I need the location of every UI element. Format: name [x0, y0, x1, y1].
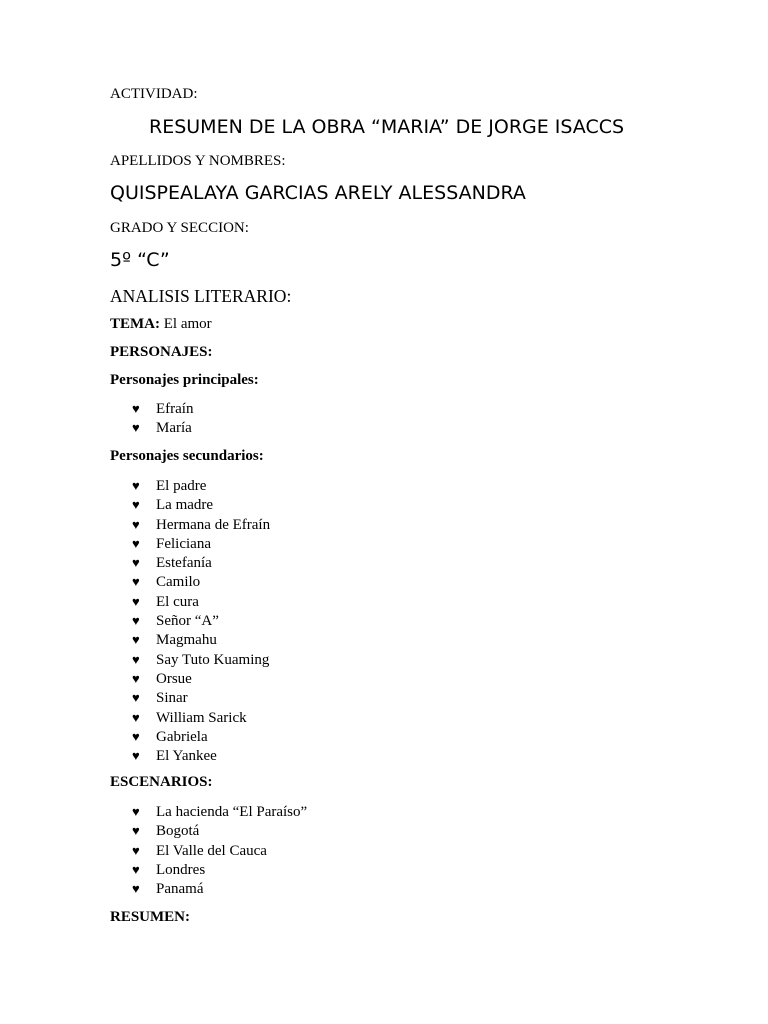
list-item — [132, 534, 270, 553]
list-item — [132, 630, 270, 649]
list-item-text: María — [156, 420, 192, 437]
list-item — [132, 476, 270, 495]
list-item-text: Say Tuto Kuaming — [156, 651, 270, 668]
list-item — [132, 399, 193, 418]
list-item-text: Gabriela — [156, 728, 208, 745]
tema-line — [110, 316, 212, 333]
list-item — [132, 708, 270, 727]
list-item — [132, 860, 307, 879]
grado-value: 5º “C” — [110, 249, 170, 271]
personajes-heading: PERSONAJES: — [110, 344, 213, 360]
heart-icon: ♥ — [132, 478, 140, 493]
heart-icon: ♥ — [132, 842, 140, 858]
heart-icon: ♥ — [132, 497, 140, 513]
list-item-text: Feliciana — [156, 535, 211, 552]
list-item-text: El Valle del Cauca — [156, 842, 267, 859]
heart-icon: ♥ — [132, 690, 140, 706]
resumen-heading: RESUMEN: — [110, 909, 191, 925]
principales-heading: Personajes principales: — [110, 372, 259, 388]
list-item-text: William Sarick — [156, 709, 247, 726]
list-item-text: La hacienda “El Paraíso” — [156, 804, 308, 820]
heart-icon: ♥ — [132, 728, 140, 744]
list-item — [132, 553, 270, 572]
list-item — [132, 821, 307, 840]
list-item — [132, 746, 270, 765]
list-item — [132, 418, 193, 437]
list-item-text: Panamá — [156, 881, 204, 898]
student-name: QUISPEALAYA GARCIAS ARELY ALESSANDRA — [110, 182, 526, 204]
document-title: RESUMEN DE LA OBRA “MARIA” DE JORGE ISACCS — [149, 116, 625, 138]
list-item-text: El Yankee — [156, 748, 217, 765]
list-item-text: Magmahu — [156, 632, 217, 649]
list-item — [132, 592, 270, 611]
list-item — [132, 495, 270, 514]
escenarios-list — [132, 802, 307, 898]
analisis-heading: ANALISIS LITERARIO: — [110, 286, 292, 306]
heart-icon: ♥ — [132, 593, 140, 609]
list-item-text: El cura — [156, 593, 199, 610]
heart-icon: ♥ — [132, 401, 140, 416]
heart-icon: ♥ — [132, 516, 140, 532]
actividad-label: ACTIVIDAD: — [110, 86, 198, 102]
list-item-text: Orsue — [156, 670, 192, 687]
list-item — [132, 611, 270, 630]
list-item — [132, 841, 307, 860]
heart-icon: ♥ — [132, 535, 140, 551]
list-item-text: Señor “A” — [156, 613, 219, 630]
tema-label: TEMA: — [110, 316, 160, 332]
list-item — [132, 572, 270, 591]
list-item-text: Londres — [156, 861, 206, 878]
list-item-text: Estefanía — [156, 555, 212, 572]
list-item — [132, 669, 270, 688]
list-item — [132, 515, 270, 534]
heart-icon: ♥ — [132, 823, 140, 839]
apellidos-label: APELLIDOS Y NOMBRES: — [110, 153, 286, 169]
heart-icon: ♥ — [132, 709, 140, 725]
secundarios-heading: Personajes secundarios: — [110, 448, 264, 464]
heart-icon: ♥ — [132, 748, 140, 764]
list-item-text: El padre — [156, 478, 207, 494]
grado-label: GRADO Y SECCION: — [110, 220, 249, 236]
heart-icon: ♥ — [132, 861, 140, 877]
heart-icon: ♥ — [132, 670, 140, 686]
list-item-text: La madre — [156, 497, 214, 514]
tema-value: El amor — [160, 316, 212, 332]
list-item — [132, 727, 270, 746]
list-item-text: Bogotá — [156, 823, 200, 840]
secundarios-list — [132, 476, 270, 765]
list-item — [132, 650, 270, 669]
list-item-text: Camilo — [156, 574, 201, 591]
heart-icon: ♥ — [132, 881, 140, 897]
heart-icon: ♥ — [132, 632, 140, 648]
heart-icon: ♥ — [132, 613, 140, 629]
list-item — [132, 688, 270, 707]
heart-icon: ♥ — [132, 804, 140, 819]
list-item — [132, 802, 307, 821]
principales-list — [132, 399, 193, 438]
escenarios-heading: ESCENARIOS: — [110, 774, 213, 790]
heart-icon: ♥ — [132, 555, 140, 571]
heart-icon: ♥ — [132, 651, 140, 667]
list-item-text: Sinar — [156, 690, 188, 707]
list-item-text: Efraín — [156, 401, 194, 417]
list-item-text: Hermana de Efraín — [156, 516, 271, 533]
heart-icon: ♥ — [132, 574, 140, 590]
heart-icon: ♥ — [132, 420, 140, 436]
list-item — [132, 879, 307, 898]
